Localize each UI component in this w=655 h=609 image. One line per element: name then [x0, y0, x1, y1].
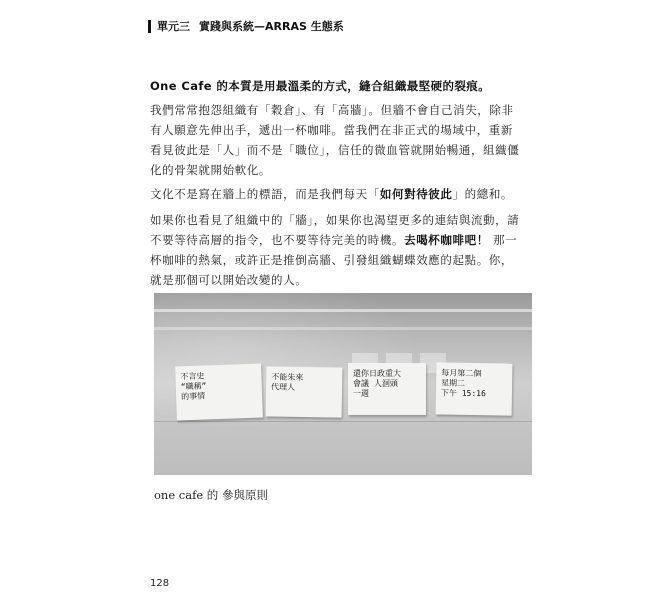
header-marker [148, 20, 151, 33]
sticky-note: 不言史 “職稱” 的事情 [175, 364, 263, 421]
running-header [148, 18, 344, 34]
page-number: 128 [150, 578, 170, 589]
header-title: 實踐與系統—ARRAS 生態系 [199, 20, 344, 33]
ceiling-light-reflection [154, 309, 532, 312]
paragraph-3-text-b: 那一杯咖啡的熱氣，或許正是推倒高牆、引發組織蝴蝶效應的起點。你，就是那個可以開始改變的人。 [150, 233, 518, 287]
ceiling-light-reflection-2 [154, 327, 532, 330]
lead-sentence: One Cafe 的本質是用最溫柔的方式，縫合組織最堅硬的裂痕。 [150, 79, 491, 93]
sticky-note: 還你日政重大 會議 人洄頭 一週 [348, 363, 426, 415]
sticky-note: 不能朱來 代理人 [266, 366, 343, 417]
paragraph-3-bold: 去喝杯咖啡吧！ [404, 233, 489, 247]
paragraph-2-text-b: 」的總和。 [452, 187, 514, 201]
paragraph-2 [150, 184, 525, 204]
photo-caption: one cafe 的 參與原則 [154, 488, 268, 502]
glass-edge [154, 421, 532, 422]
paragraph-1: 我們常常抱怨組織有「穀倉」、有「高牆」。但牆不會自己消失，除非有人願意先伸出手，遞出一杯咖啡。當我們在非正式的場域中，重新看見彼此是「人」而不是「職位」，信任的微血管就開始暢通，組織僵化的骨架就開始軟化。 [150, 103, 520, 177]
paragraph-3 [150, 210, 525, 290]
header-unit: 單元三 [157, 20, 190, 33]
paragraph-2-bold: 如何對待彼此 [379, 187, 453, 201]
paragraph-3-text-a: 如果你也看見了組織中的「牆」，如果你也渴望更多的連結與流動，請不要等待高層的指令，也不要等待完美的時機。 [150, 213, 520, 247]
sticky-notes-photo [154, 293, 532, 475]
sticky-note: 每月第二個 星期二 下午 15:16 [436, 362, 513, 415]
paragraph-2-text-a: 文化不是寫在牆上的標語，而是我們每天「 [150, 187, 380, 201]
